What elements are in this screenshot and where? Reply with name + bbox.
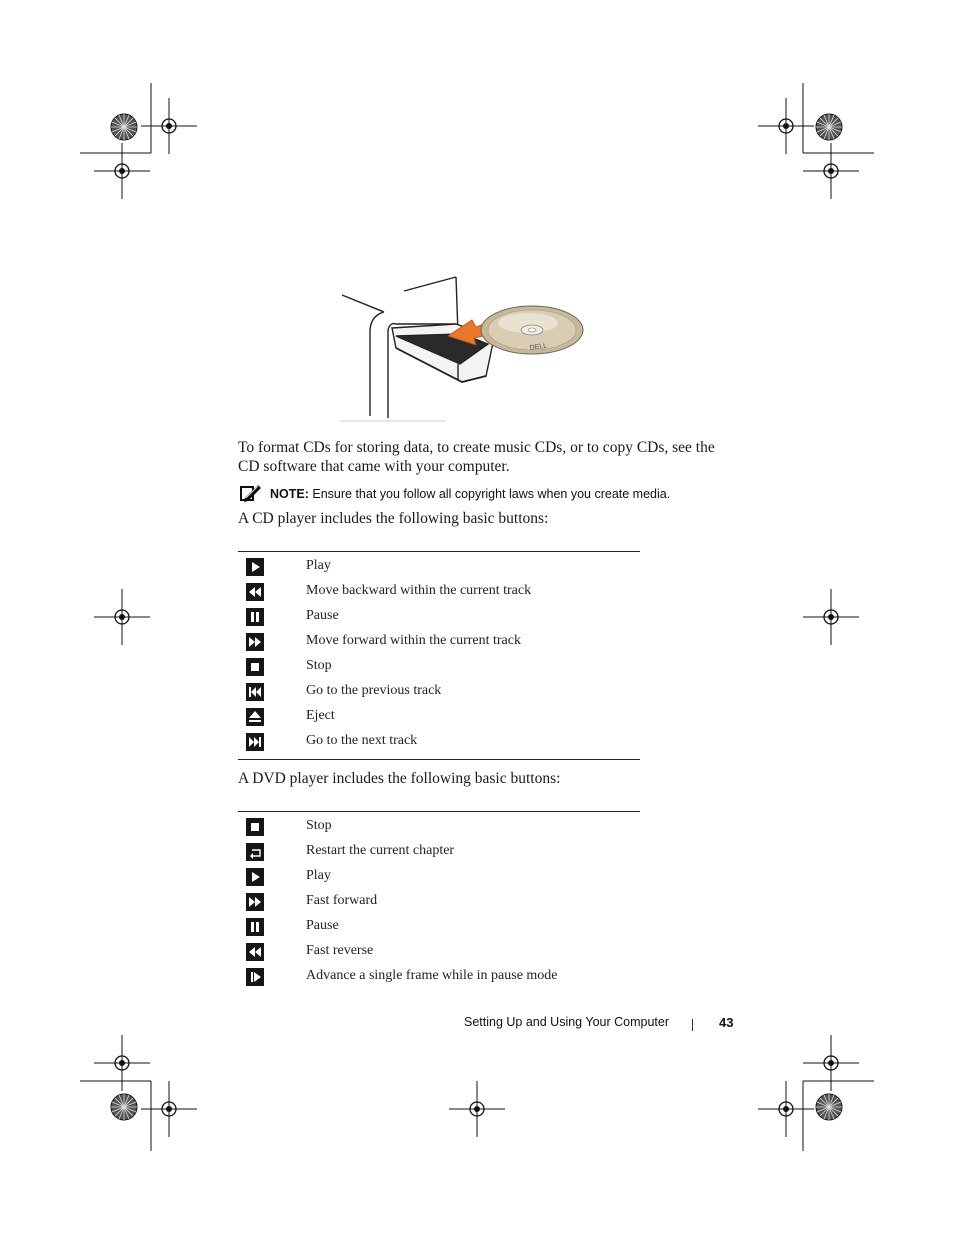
pause-icon (246, 608, 264, 626)
pencil-note-icon (240, 484, 262, 502)
rewind-icon (246, 943, 264, 961)
restart-chapter-icon (246, 843, 264, 861)
button-row (238, 630, 640, 655)
button-row (238, 890, 640, 915)
play-icon (246, 868, 264, 886)
footer-section-title: Setting Up and Using Your Computer (464, 1015, 669, 1029)
next-track-icon (246, 733, 264, 751)
note-label: NOTE: (270, 487, 309, 501)
button-description: Go to the previous track (306, 683, 442, 698)
note-callout (240, 484, 760, 502)
stop-icon (246, 658, 264, 676)
previous-track-icon (246, 683, 264, 701)
button-row (238, 865, 640, 890)
rewind-icon (246, 583, 264, 601)
button-row (238, 815, 640, 840)
button-description: Stop (306, 818, 332, 833)
button-description: Go to the next track (306, 733, 418, 748)
button-row (238, 915, 640, 940)
button-description: Eject (306, 708, 335, 723)
button-description: Advance a single frame while in pause mode (306, 968, 558, 983)
button-row (238, 730, 640, 755)
note-text: Ensure that you follow all copyright laws when you create media. (312, 487, 671, 501)
intro-paragraph: To format CDs for storing data, to create music CDs, or to copy CDs, see the CD software that came with your computer. (238, 439, 715, 475)
cd-tray-illustration (336, 268, 588, 424)
pause-icon (246, 918, 264, 936)
button-row (238, 580, 640, 605)
button-description: Fast forward (306, 893, 378, 908)
button-description: Move backward within the current track (306, 583, 532, 598)
eject-icon (246, 708, 264, 726)
button-row (238, 605, 640, 630)
button-description: Fast reverse (306, 943, 374, 958)
button-description: Restart the current chapter (306, 843, 455, 858)
play-icon (246, 558, 264, 576)
dvd-buttons-lead: A DVD player includes the following basic buttons: (238, 770, 561, 787)
button-description: Stop (306, 658, 332, 673)
dvd-buttons-table (238, 811, 640, 990)
button-row (238, 840, 640, 865)
frame-advance-icon (246, 968, 264, 986)
button-description: Move forward within the current track (306, 633, 521, 648)
button-row (238, 555, 640, 580)
page-number: 43 (719, 1015, 734, 1030)
button-row (238, 965, 640, 990)
button-description: Pause (306, 608, 339, 623)
button-description: Play (306, 558, 331, 573)
disc-brand-text: DELL (529, 342, 548, 352)
cd-buttons-table (238, 551, 640, 760)
footer-separator (692, 1019, 693, 1031)
button-row (238, 680, 640, 705)
fast-forward-icon (246, 893, 264, 911)
stop-icon (246, 818, 264, 836)
button-description: Play (306, 868, 331, 883)
button-row (238, 940, 640, 965)
button-description: Pause (306, 918, 339, 933)
button-row (238, 705, 640, 730)
cd-buttons-lead: A CD player includes the following basic buttons: (238, 510, 549, 527)
button-row (238, 655, 640, 680)
fast-forward-icon (246, 633, 264, 651)
